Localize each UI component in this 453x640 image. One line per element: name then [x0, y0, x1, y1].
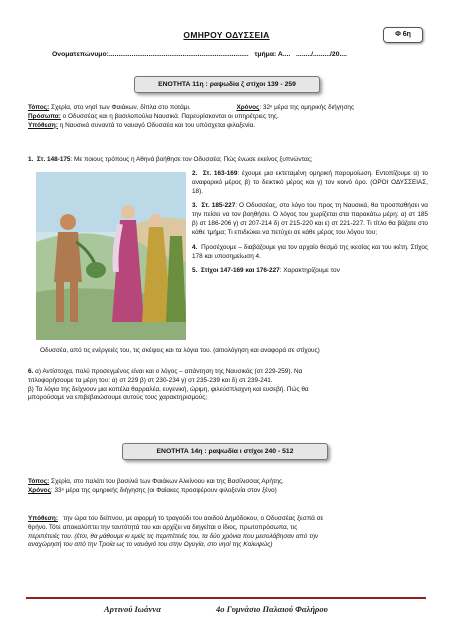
worksheet-code-badge: Φ 6η: [383, 27, 423, 43]
item-ref: Στίχοι 147-169 και 176-227: [200, 267, 280, 275]
item-number: 2.: [192, 170, 198, 177]
name-blank[interactable]: ..........................................................................: [108, 51, 249, 58]
unit-14-plot: [28, 515, 428, 550]
question-item: [192, 202, 428, 237]
plot-line-3: περιπέτειές του. (έτσι, θα μάθουμε κι εμείς τις περιπέτειές του, τα δύο χρόνια που μεσολάβησαν από την: [28, 532, 319, 540]
item-text: : έχουμε μια εκτεταμένη ομηρική παρομοίωση. Εντοπίζουμε α) το αναφορικό μέρος β) το δεικτικό μέρος και γ) τον κοινό όρο. (ΟΡΟΙ ΟΔΥΣΣΕΙΑΣ, 18).: [192, 170, 428, 195]
plot-line-4: αναχώρησή του από την Τροία ως το ναυάγιό του στην Ωγυγία, στο νησί της Καλυψώς): [28, 541, 273, 549]
question-item: [192, 170, 428, 196]
unit-11-heading: ΕΝΟΤΗΤΑ 11η : ραψωδία ζ στίχοι 139 - 259: [134, 76, 320, 93]
q6-number: 6.: [28, 368, 34, 375]
q6-line-4: μπορούσαμε να επιβεβαιώσουμε αυτούς τους χαρακτηρισμούς;: [28, 394, 208, 402]
place-label: Τόπος:: [28, 478, 50, 485]
question-1: [28, 156, 428, 165]
page-title: ΟΜΗΡΟΥ ΟΔΥΣΣΕΙΑ: [183, 30, 270, 40]
name-class-date-line: [52, 50, 347, 59]
persons-text: ο Οδυσσέας και η βασιλοπούλα Ναυσικά. Παρευρίσκονται οι υπηρέτριες της.: [62, 112, 279, 120]
q1-number: 1.: [28, 156, 34, 163]
question-6: [28, 368, 428, 403]
time-label: Χρόνος: [28, 486, 51, 494]
item-text: Προσέχουμε – διαβάζουμε για τον αρχαίο θεσμό της ικεσίας και του ικέτη. Στίχος 178 και υποσημείωση 4.: [192, 243, 428, 260]
q1-text: : Με ποιους τρόπους η Αθηνά βοήθησε τον Οδυσσέα; Πώς ένωσε εκείνος ξυπνώντας;: [70, 156, 313, 163]
q6-line-1: α) Αντίστοιχα, πολύ προσεγμένος είναι και ο λόγος – απάντηση της Ναυσικάς (στ 229-259). Να: [35, 368, 303, 375]
footer-author: Αρτινού Ιωάννα: [104, 604, 161, 614]
name-label: Ονοματεπώνυμο:: [52, 51, 109, 58]
date-blank[interactable]: ......../........./20....: [296, 51, 348, 58]
question-item: [192, 267, 428, 276]
plot-label: Υπόθεση:: [28, 515, 58, 522]
plot-line-1: την ώρα του δείπνου, με αφορμή το τραγούδι του αοιδού Δημόδοκου, ο Οδυσσέας ξεσπά σε: [63, 515, 324, 522]
unit-14-intro: [28, 478, 428, 496]
q6-line-2: τιτλοφορήσουμε τα μέρη του: α) στ 229 β) στ 230-234 γ) στ 235-239 και δ) στ 239-241.: [28, 376, 273, 384]
q6-line-3: β) Τα λόγια της δείχνουν μια κοπέλα θαρραλέα, ευγενική, ώριμη, φιλεύσπλαχνη και ευσεβή. Πώς θα: [28, 385, 309, 393]
unit-14-heading: ΕΝΟΤΗΤΑ 14η : ραψωδία ι στίχοι 240 - 512: [122, 443, 328, 460]
odysseus-nausicaa-illustration: [36, 172, 186, 340]
unit-11-intro: [28, 104, 428, 130]
question-item: [192, 244, 428, 262]
footer-divider: [26, 597, 426, 599]
q1-ref: Στ. 148-175: [36, 156, 71, 163]
place-text: Σχερία, στο παλάτι του βασιλιά των Φαιάκων Αλκίνοου και της Βασίλισσας Αρήτης.: [51, 478, 284, 485]
time-text: : 33ⁿ μέρα της ομηρικής διήγησης (οι Φαίακες προσφέρουν φιλοξενία στον ξένο): [50, 486, 277, 494]
item-number: 4.: [192, 243, 198, 251]
persons-label: Πρόσωπα:: [28, 112, 61, 120]
class-label[interactable]: τμήμα: Α....: [254, 51, 291, 58]
item-ref: Στ. 185-227: [201, 202, 236, 210]
item-number: 3.: [192, 202, 198, 210]
place-label: Τόπος:: [28, 104, 50, 111]
place-text: Σχερία, στο νησί των Φαιάκων, δίπλα στο ποτάμι.: [51, 104, 191, 111]
item-text: : Ο Οδυσσέας, στο λόγο του προς τη Ναυσικά, θα προσπαθήσει να την πείσει να τον βοηθήσει. Ο λόγος του χωρίζεται στα παρακάτω μέρη: α) στ 185 β) στ 186-206 γ) στ 207-214 δ) στ 215-220 και ε) στ 221-227. Τι τίτλο θα βάζατε στο κάθε τμήμα; Τι επιδιώκει να πετύχει σε κάθε μέρος του λόγου του;: [192, 202, 428, 236]
item-text: : Χαρακτηρίζουμε τον: [279, 267, 340, 275]
item-ref: Στ. 163-169: [202, 170, 238, 177]
question-5-continuation: Οδυσσέα, από τις ενέργειές του, τις σκέψεις και τα λόγια του. (αιτιολόγηση και αναφορά σε στίχους): [40, 347, 320, 354]
time-label: Χρόνος: [236, 104, 260, 111]
questions-2-5: [192, 170, 428, 276]
plot-text: η Ναυσικά συναντά το ναυαγό Οδυσσέα και του υπόσχεται φιλοξενία.: [59, 121, 256, 129]
footer-school: 4ο Γυμνάσιο Παλαιού Φαλήρου: [216, 604, 328, 614]
time-text: : 32ⁿ μέρα της ομηρικής διήγησης: [259, 104, 355, 111]
item-number: 5.: [192, 267, 198, 275]
plot-label: Υπόθεση:: [28, 121, 58, 129]
plot-line-2: θρήνο. Τότε αποκαλύπτει την ταυτότητά του και αρχίζει να διηγείται ο ίδιος, πρωτοπρόσωπα, τις: [28, 523, 298, 531]
